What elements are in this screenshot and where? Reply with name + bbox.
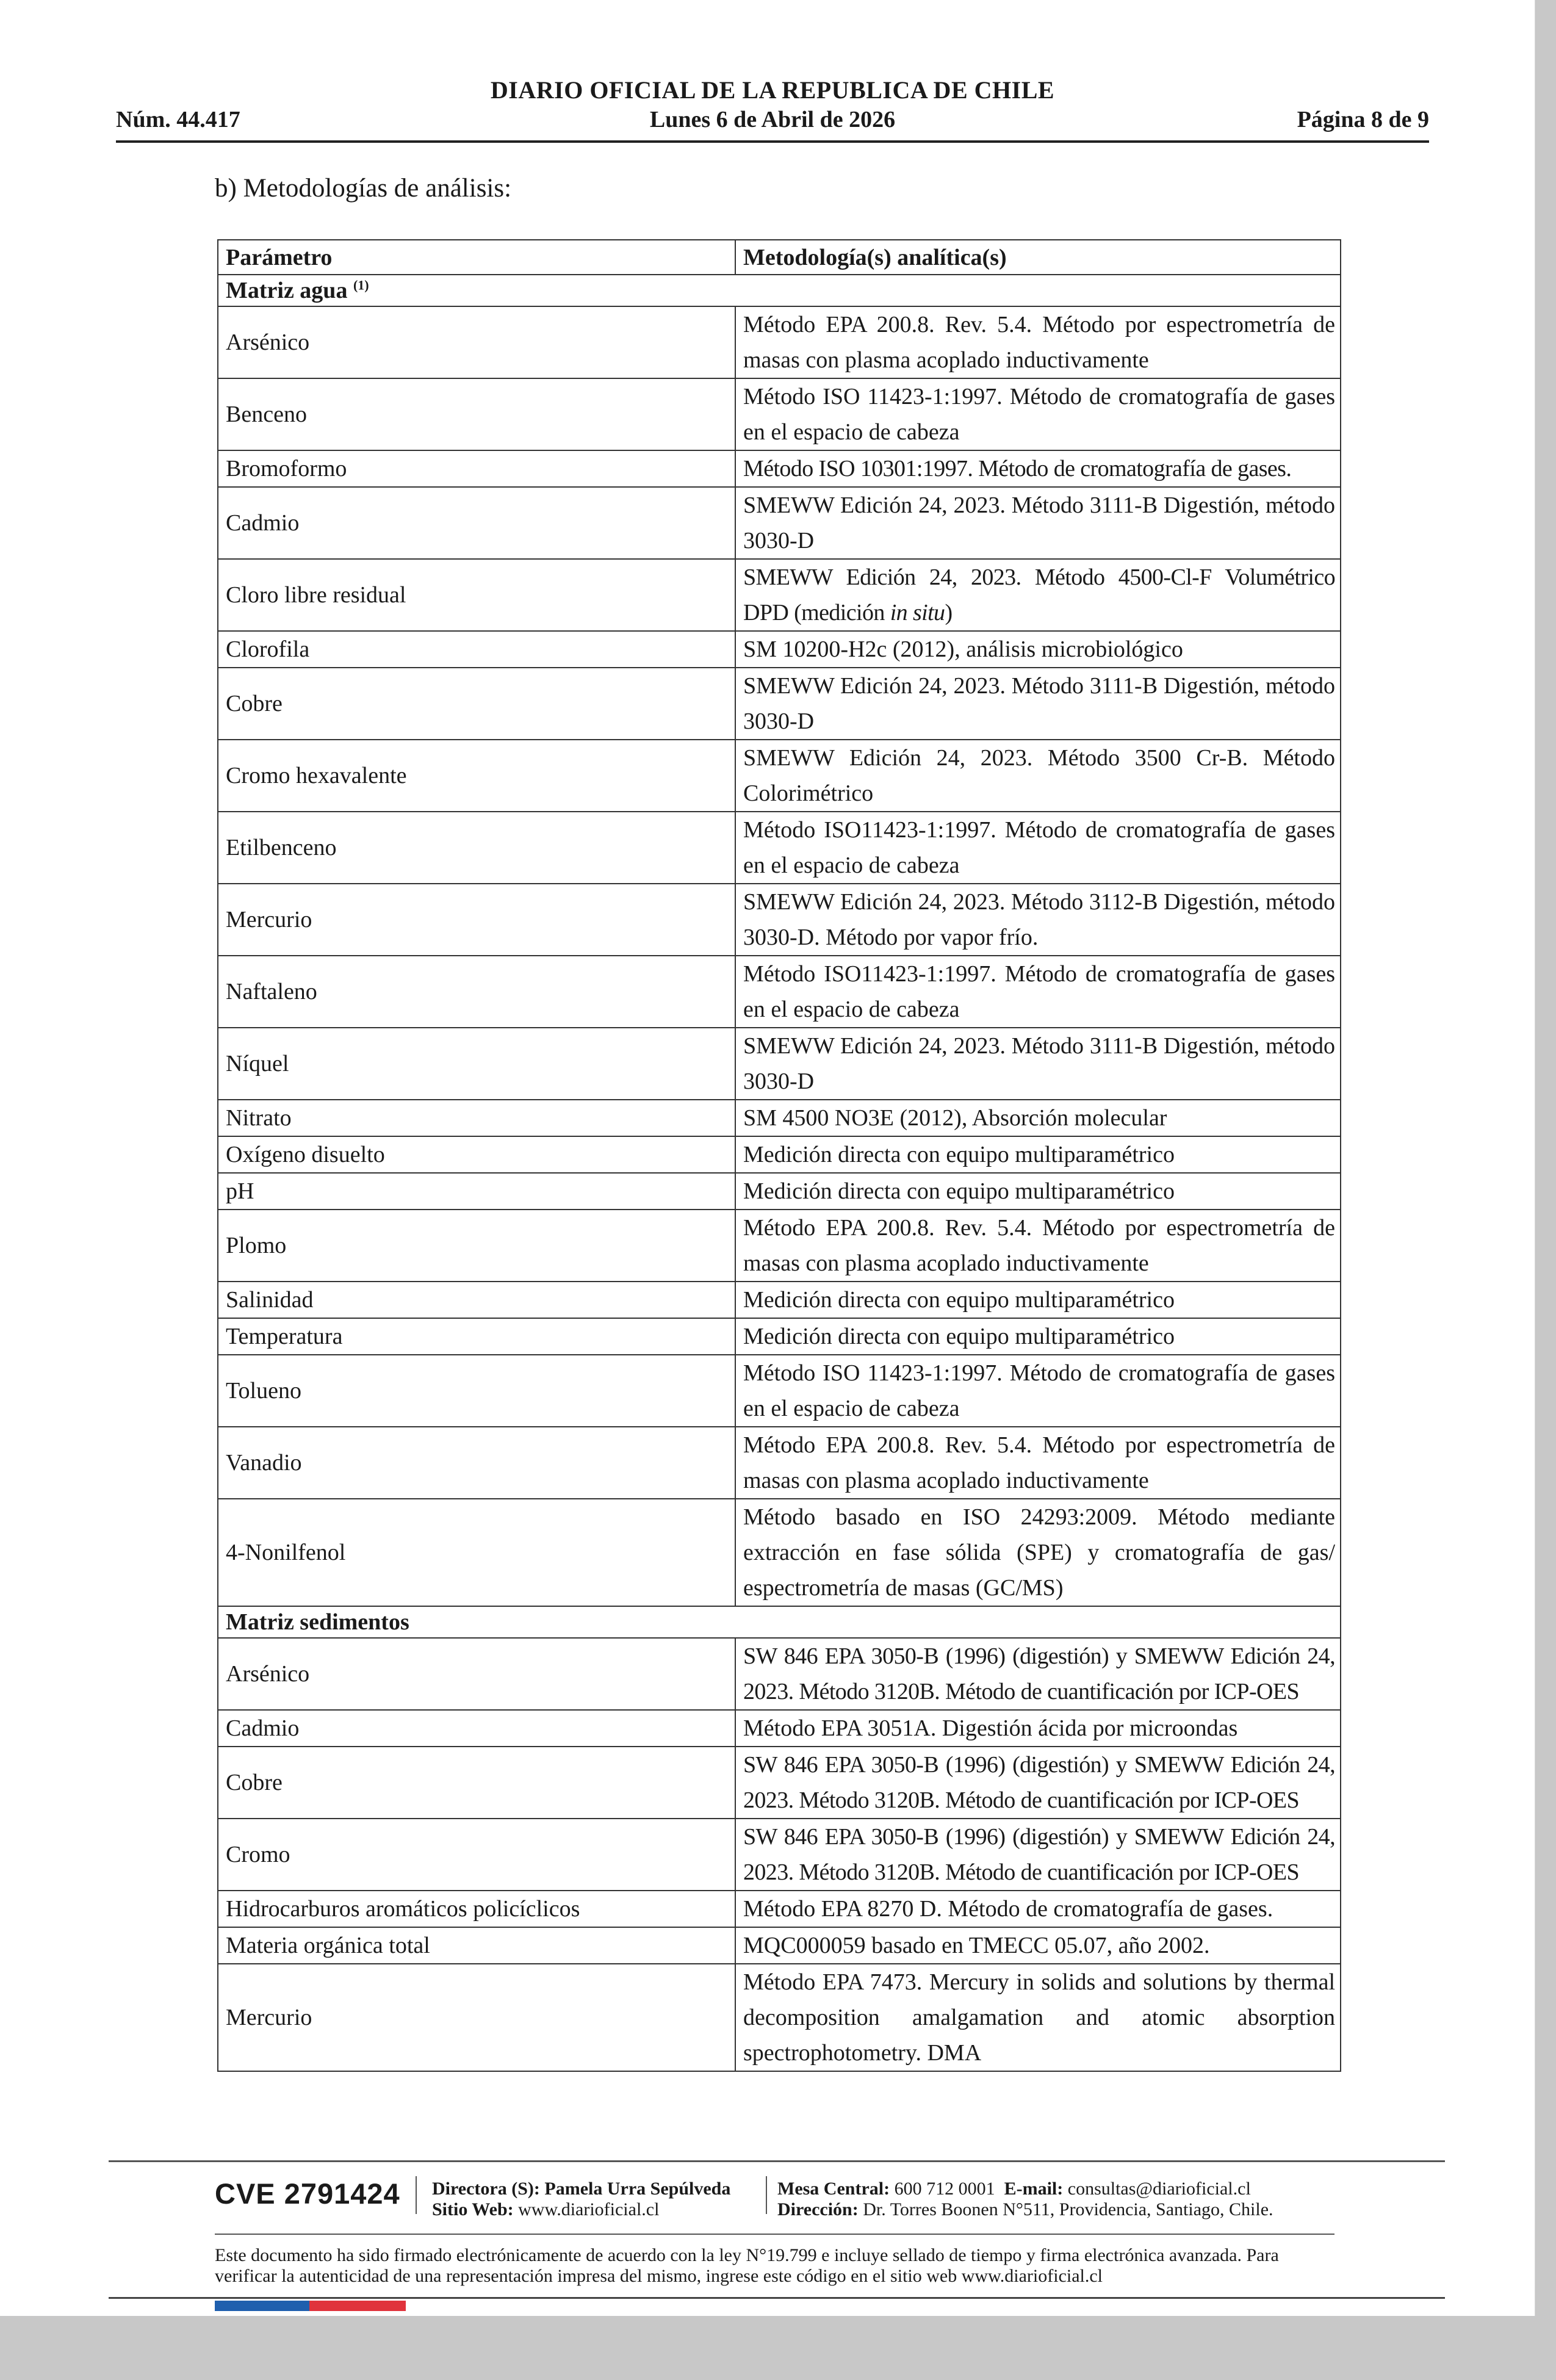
flag-bar-red xyxy=(309,2301,406,2311)
table-row xyxy=(218,1638,1341,1710)
table-header-row xyxy=(218,240,1341,275)
table-row xyxy=(218,1318,1341,1355)
footer-separator xyxy=(416,2176,417,2214)
method-cell: Método EPA 8270 D. Método de cromatografía de gases. xyxy=(735,1891,1341,1927)
parameter-cell: Benceno xyxy=(218,378,735,450)
mesa-label: Mesa Central: xyxy=(777,2179,890,2199)
footnote-marker: (1) xyxy=(353,277,369,293)
method-cell: SM 10200-H2c (2012), análisis microbiológico xyxy=(735,631,1341,668)
table-row xyxy=(218,1427,1341,1499)
table-row xyxy=(218,1136,1341,1173)
section-title: b) Metodologías de análisis: xyxy=(215,174,512,203)
method-cell: Método ISO11423-1:1997. Método de cromatografía de gases en el espacio de cabeza xyxy=(735,812,1341,884)
page-header xyxy=(116,74,1429,146)
parameter-cell: Materia orgánica total xyxy=(218,1927,735,1964)
column-header-parameter: Parámetro xyxy=(218,240,735,275)
parameter-cell: Mercurio xyxy=(218,884,735,956)
parameter-cell: Cromo hexavalente xyxy=(218,740,735,812)
matrix-sediment-row xyxy=(218,1606,1341,1638)
directora-label: Directora (S): xyxy=(432,2179,540,2199)
parameter-cell: Nitrato xyxy=(218,1100,735,1136)
parameter-cell: Níquel xyxy=(218,1028,735,1100)
parameter-cell: Cobre xyxy=(218,668,735,740)
issue-date: Lunes 6 de Abril de 2026 xyxy=(649,107,896,132)
address-value: Dr. Torres Boonen N°511, Providencia, Santiago, Chile. xyxy=(863,2199,1273,2220)
table-row xyxy=(218,1282,1341,1318)
table-row xyxy=(218,450,1341,487)
method-cell: Método EPA 200.8. Rev. 5.4. Método por espectrometría de masas con plasma acoplado inductivamente xyxy=(735,1210,1341,1282)
method-cell: SW 846 EPA 3050-B (1996) (digestión) y SMEWW Edición 24, 2023. Método 3120B. Método de cuantificación por ICP-OES xyxy=(735,1819,1341,1891)
parameter-cell: Tolueno xyxy=(218,1355,735,1427)
method-cell: MQC000059 basado en TMECC 05.07, año 2002. xyxy=(735,1927,1341,1964)
method-cell: SMEWW Edición 24, 2023. Método 3111-B Digestión, método 3030-D xyxy=(735,668,1341,740)
method-text-italic: in situ xyxy=(890,600,945,626)
method-text: SMEWW Edición 24, 2023. Método 4500-Cl-F Volumétrico DPD (medición xyxy=(743,564,1335,626)
website-link[interactable]: www.diarioficial.cl xyxy=(518,2199,660,2220)
method-cell: Método basado en ISO 24293:2009. Método mediante extracción en fase sólida (SPE) y cromatografía de gas/ espectrometría de masas (GC/MS) xyxy=(735,1499,1341,1606)
method-cell: SW 846 EPA 3050-B (1996) (digestión) y SMEWW Edición 24, 2023. Método 3120B. Método de cuantificación por ICP-OES xyxy=(735,1638,1341,1710)
page-number: Página 8 de 9 xyxy=(1297,107,1429,132)
table-row xyxy=(218,1355,1341,1427)
method-cell: SM 4500 NO3E (2012), Absorción molecular xyxy=(735,1100,1341,1136)
method-text: ) xyxy=(945,600,953,626)
parameter-cell: Cromo xyxy=(218,1819,735,1891)
header-divider xyxy=(116,140,1429,143)
parameter-cell: Etilbenceno xyxy=(218,812,735,884)
table-row xyxy=(218,1100,1341,1136)
address-label: Dirección: xyxy=(777,2199,859,2220)
table-row xyxy=(218,1210,1341,1282)
parameter-cell: Plomo xyxy=(218,1210,735,1282)
table-row xyxy=(218,559,1341,631)
method-cell: Medición directa con equipo multiparamétrico xyxy=(735,1282,1341,1318)
email-link[interactable]: consultas@diarioficial.cl xyxy=(1067,2179,1251,2199)
parameter-cell: Cadmio xyxy=(218,487,735,559)
parameter-cell: Hidrocarburos aromáticos policíclicos xyxy=(218,1891,735,1927)
parameter-cell: Arsénico xyxy=(218,1638,735,1710)
table-row xyxy=(218,378,1341,450)
parameter-cell: pH xyxy=(218,1173,735,1210)
flag-bar-blue xyxy=(215,2301,309,2311)
table-row xyxy=(218,1891,1341,1927)
email-label: E-mail: xyxy=(1004,2179,1064,2199)
method-cell: Método EPA 7473. Mercury in solids and solutions by thermal decomposition amalgamation and atomic absorption spectrophotometry. DMA xyxy=(735,1964,1341,2071)
table-row xyxy=(218,668,1341,740)
table-row xyxy=(218,812,1341,884)
method-cell: SMEWW Edición 24, 2023. Método 3500 Cr-B. Método Colorimétrico xyxy=(735,740,1341,812)
footer-divider xyxy=(109,2160,1445,2162)
method-cell: Medición directa con equipo multiparamétrico xyxy=(735,1136,1341,1173)
cve-code: CVE 2791424 xyxy=(215,2177,400,2210)
newspaper-title: DIARIO OFICIAL DE LA REPUBLICA DE CHILE xyxy=(490,76,1055,104)
footer-divider xyxy=(215,2234,1334,2235)
parameter-cell: Vanadio xyxy=(218,1427,735,1499)
parameter-cell: Mercurio xyxy=(218,1964,735,2071)
method-cell: Método EPA 3051A. Digestión ácida por microondas xyxy=(735,1710,1341,1747)
parameter-cell: Clorofila xyxy=(218,631,735,668)
signature-note: Este documento ha sido firmado electrónicamente de acuerdo con la ley N°19.799 e incluye sellado de tiempo y firma electrónica avanzada. Para verificar la autenticidad de una representación impresa del mismo, ingrese este código en el sitio web www.diarioficial.cl xyxy=(215,2245,1279,2286)
footer-divider xyxy=(109,2297,1445,2299)
method-cell: SW 846 EPA 3050-B (1996) (digestión) y SMEWW Edición 24, 2023. Método 3120B. Método de cuantificación por ICP-OES xyxy=(735,1747,1341,1819)
directora-name: Pamela Urra Sepúlveda xyxy=(544,2179,731,2199)
parameter-cell: 4-Nonilfenol xyxy=(218,1499,735,1606)
table-row xyxy=(218,306,1341,378)
method-cell: Método ISO 10301:1997. Método de cromatografía de gases. xyxy=(735,450,1341,487)
table-row xyxy=(218,1747,1341,1819)
method-cell: Método ISO 11423-1:1997. Método de cromatografía de gases en el espacio de cabeza xyxy=(735,1355,1341,1427)
table-row xyxy=(218,1028,1341,1100)
parameter-cell: Oxígeno disuelto xyxy=(218,1136,735,1173)
method-cell: Método EPA 200.8. Rev. 5.4. Método por espectrometría de masas con plasma acoplado inductivamente xyxy=(735,1427,1341,1499)
parameter-cell: Salinidad xyxy=(218,1282,735,1318)
table-row xyxy=(218,487,1341,559)
website-label: Sitio Web: xyxy=(432,2199,514,2220)
method-cell: SMEWW Edición 24, 2023. Método 3111-B Digestión, método 3030-D xyxy=(735,1028,1341,1100)
method-cell xyxy=(735,559,1341,631)
matrix-sediment-label: Matriz sedimentos xyxy=(218,1606,1341,1638)
footer-separator xyxy=(766,2176,767,2214)
methods-table xyxy=(217,239,1341,2072)
column-header-method: Metodología(s) analítica(s) xyxy=(735,240,1341,275)
table-row xyxy=(218,956,1341,1028)
method-cell: Medición directa con equipo multiparamétrico xyxy=(735,1318,1341,1355)
table-row xyxy=(218,631,1341,668)
table-row xyxy=(218,1964,1341,2071)
parameter-cell: Bromoformo xyxy=(218,450,735,487)
mesa-phone: 600 712 0001 xyxy=(894,2179,995,2199)
table-row xyxy=(218,1927,1341,1964)
method-cell: Método ISO11423-1:1997. Método de cromatografía de gases en el espacio de cabeza xyxy=(735,956,1341,1028)
parameter-cell: Naftaleno xyxy=(218,956,735,1028)
method-cell: Medición directa con equipo multiparamétrico xyxy=(735,1173,1341,1210)
footer-contact-info xyxy=(777,2179,1273,2220)
matrix-water-row xyxy=(218,275,1341,306)
method-cell: SMEWW Edición 24, 2023. Método 3112-B Digestión, método 3030-D. Método por vapor frío. xyxy=(735,884,1341,956)
parameter-cell: Temperatura xyxy=(218,1318,735,1355)
table-row xyxy=(218,1710,1341,1747)
table-row xyxy=(218,1499,1341,1606)
issue-number: Núm. 44.417 xyxy=(116,107,240,132)
table-row xyxy=(218,1819,1341,1891)
table-row xyxy=(218,884,1341,956)
table-row xyxy=(218,1173,1341,1210)
method-cell: Método ISO 11423-1:1997. Método de cromatografía de gases en el espacio de cabeza xyxy=(735,378,1341,450)
method-cell: SMEWW Edición 24, 2023. Método 3111-B Digestión, método 3030-D xyxy=(735,487,1341,559)
parameter-cell: Cobre xyxy=(218,1747,735,1819)
table-row xyxy=(218,740,1341,812)
matrix-water-label: Matriz agua xyxy=(226,278,348,303)
parameter-cell: Cadmio xyxy=(218,1710,735,1747)
parameter-cell: Cloro libre residual xyxy=(218,559,735,631)
footer-editor-info xyxy=(432,2179,730,2220)
parameter-cell: Arsénico xyxy=(218,306,735,378)
method-cell: Método EPA 200.8. Rev. 5.4. Método por espectrometría de masas con plasma acoplado inductivamente xyxy=(735,306,1341,378)
